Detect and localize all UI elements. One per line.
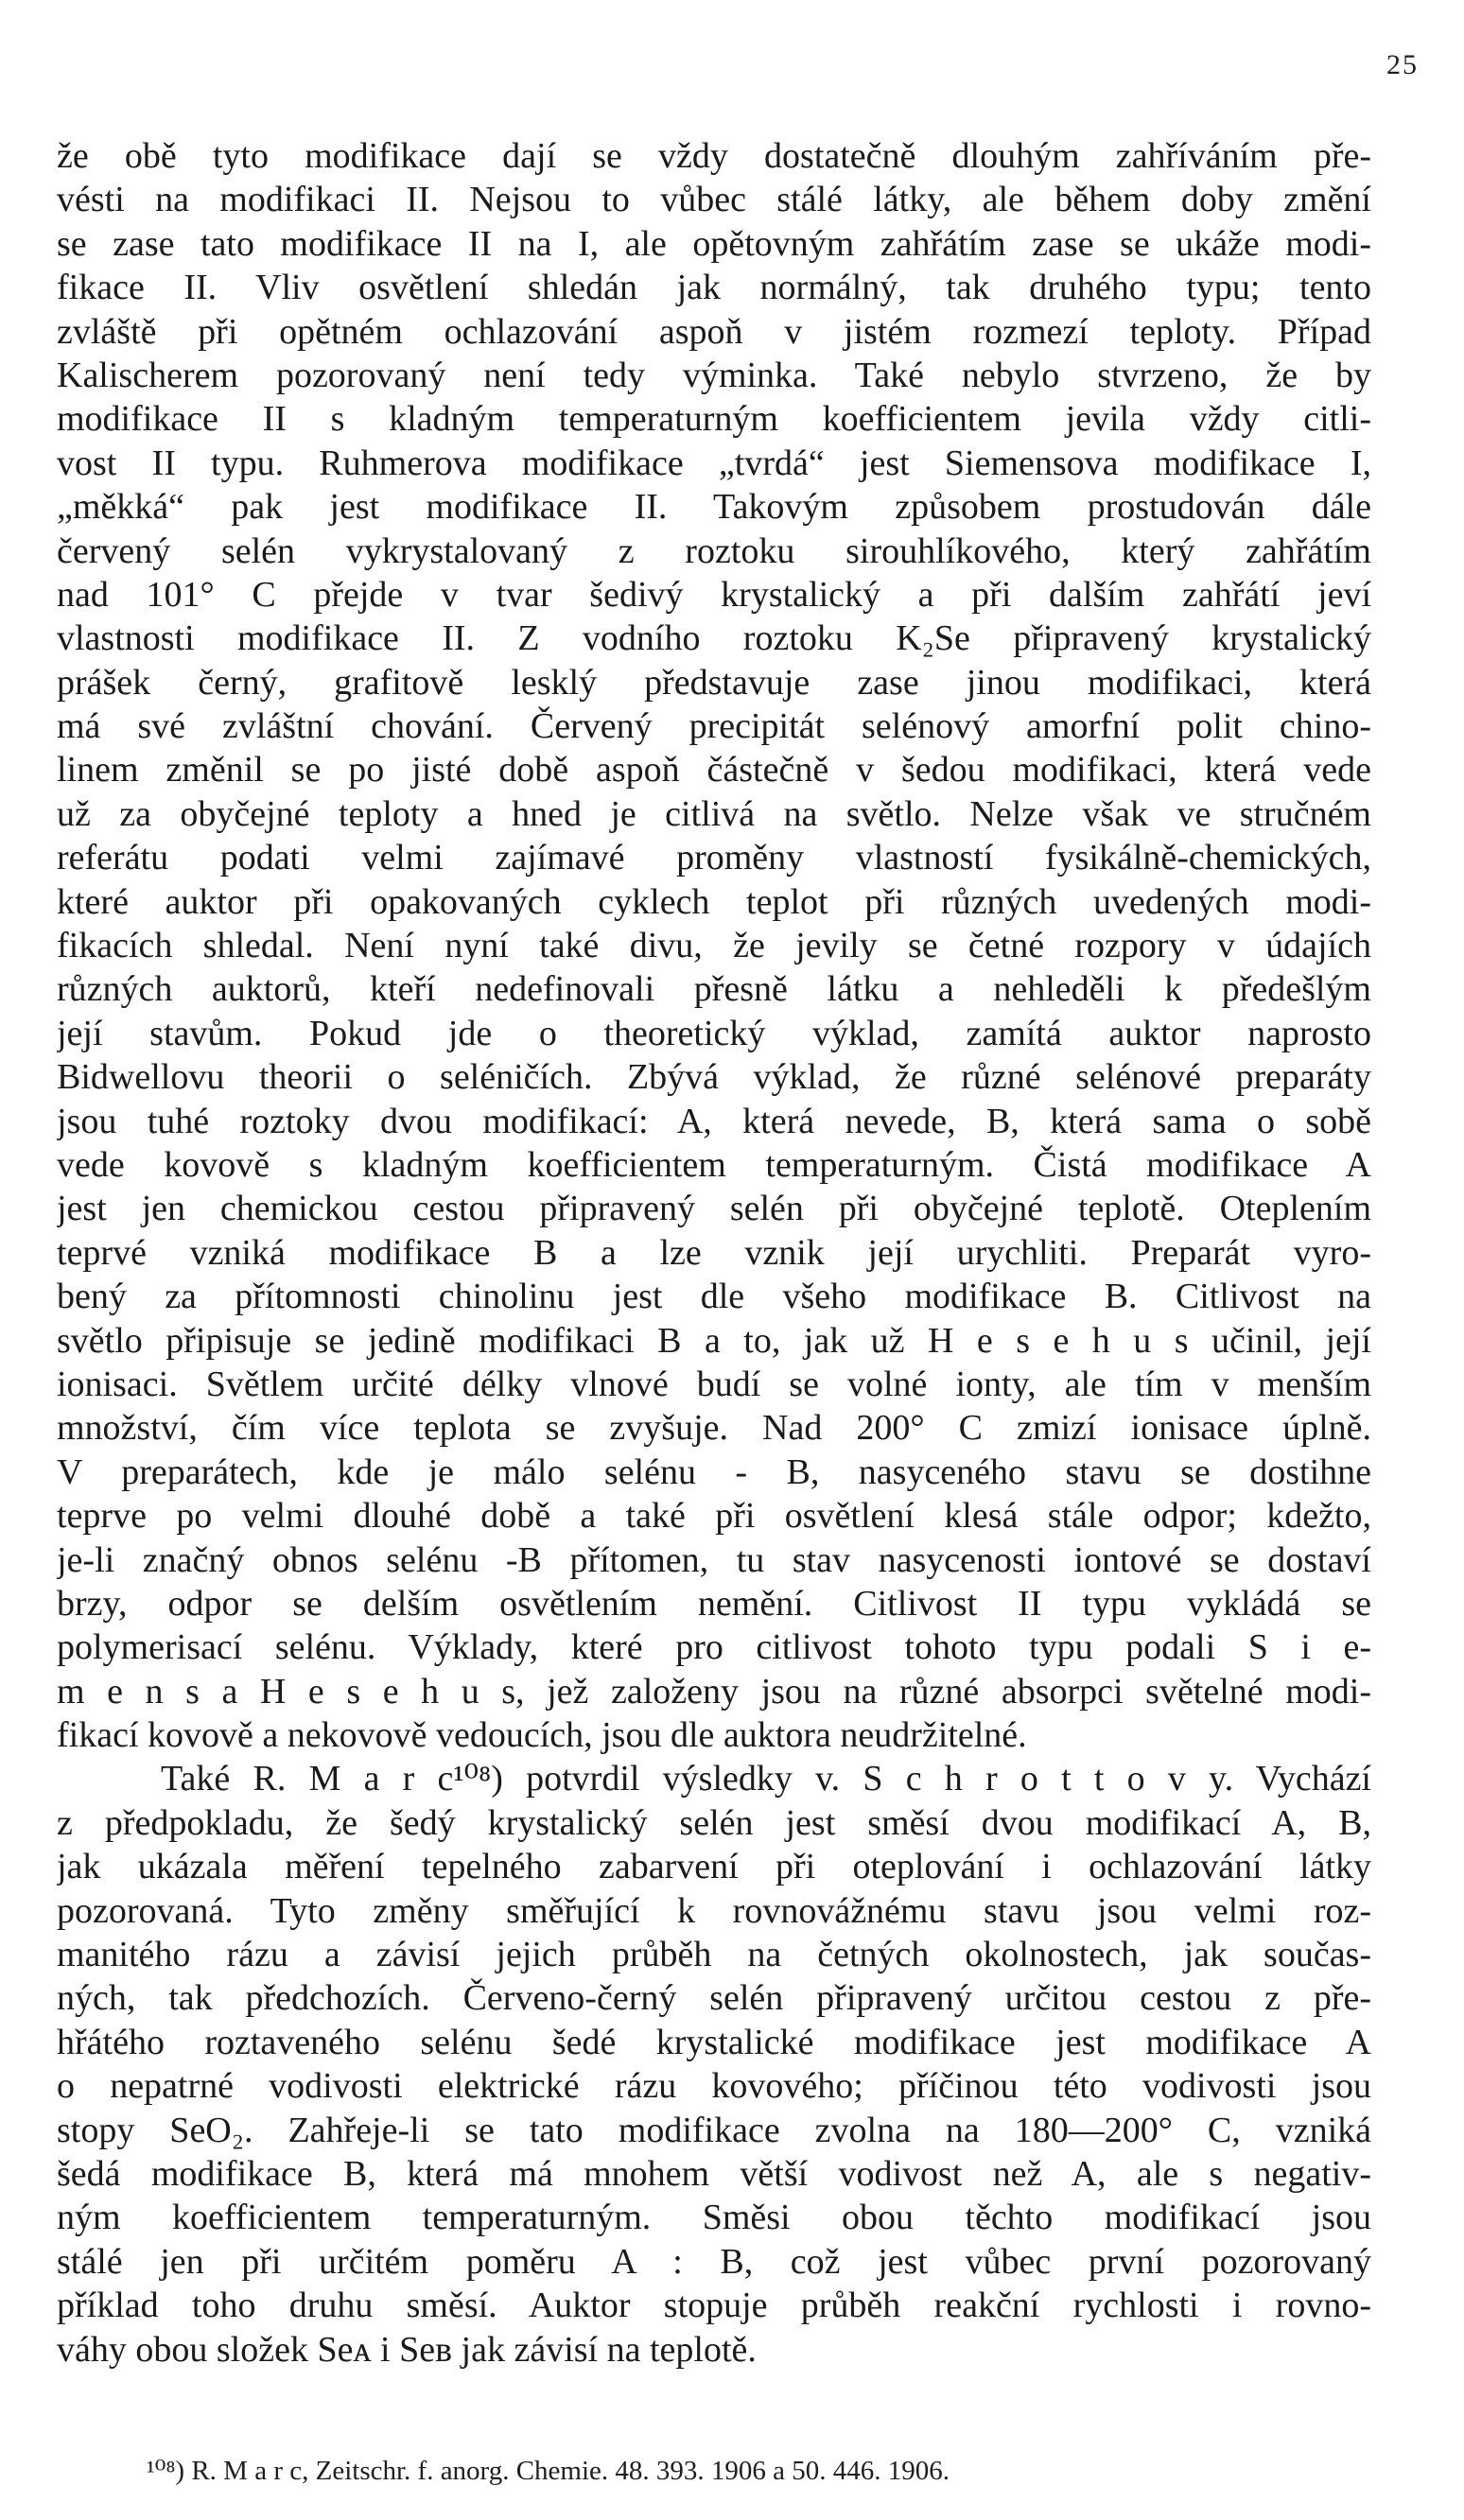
footnote: ¹⁰⁸) R. M a r c, Zeitschr. f. anorg. Chemie. 48. 393. 1906 a 50. 446. 1906. xyxy=(147,2456,950,2486)
text-line: stálé jen při určitém poměru A : B, což jest vůbec první pozorovaný xyxy=(57,2241,1371,2282)
text-line: šedá modifikace B, která má mnohem větší vodivost než A, ale s negativ- xyxy=(57,2153,1371,2194)
text-line: linem změnil se po jisté době aspoň částečně v šedou modifikaci, která vede xyxy=(57,750,1371,791)
text-line: referátu podati velmi zajímavé proměny vlastností fysikálně-chemických, xyxy=(57,838,1371,878)
text-line: ným koefficientem temperaturným. Směsi obou těchto modifikací jsou xyxy=(57,2198,1371,2238)
text-line: teprve po velmi dlouhé době a také při osvětlení klesá stále odpor; kdežto, xyxy=(57,1496,1371,1537)
text-line: m e n s a H e s e h u s, jež založeny jsou na různé absorpci světelné modi- xyxy=(57,1671,1371,1712)
text-line: má své zvláštní chování. Červený precipitát selénový amorfní polit chino- xyxy=(57,706,1371,747)
body-text xyxy=(57,134,1371,2372)
text-line: Bidwellovu theorii o seléničích. Zbývá výklad, že různé selénové preparáty xyxy=(57,1057,1371,1098)
text-line: hřátého roztaveného selénu šedé krystalické modifikace jest modifikace A xyxy=(57,2022,1371,2062)
text-line: fikacích shledal. Není nyní také divu, že jevily se četné rozpory v údajích xyxy=(57,926,1371,966)
text-line: její stavům. Pokud jde o theoretický výklad, zamítá auktor naprosto xyxy=(57,1013,1371,1053)
text-line: světlo připisuje se jedině modifikaci B a to, jak už H e s e h u s učinil, její xyxy=(57,1320,1371,1361)
text-line: vésti na modifikaci II. Nejsou to vůbec stálé látky, ale během doby změní xyxy=(57,180,1371,220)
text-line: vost II typu. Ruhmerova modifikace „tvrdá“ jest Siemensova modifikace I, xyxy=(57,443,1371,483)
text-line: stopy SeO₂. Zahřeje-li se tato modifikace zvolna na 180—200° C, vzniká xyxy=(57,2110,1371,2150)
text-line: množství, čím více teplota se zvyšuje. Nad 200° C zmizí ionisace úplně. xyxy=(57,1408,1371,1449)
text-line: fikací kovově a nekovově vedoucích, jsou dle auktora neudržitelné. xyxy=(57,1715,1027,1756)
text-line: zvláště při opětném ochlazování aspoň v jistém rozmezí teploty. Případ xyxy=(57,311,1371,352)
text-line: V preparátech, kde je málo selénu - B, nasyceného stavu se dostihne xyxy=(57,1451,1371,1492)
text-line: modifikace II s kladným temperaturným koefficientem jevila vždy citli- xyxy=(57,399,1371,440)
text-line: teprvé vzniká modifikace B a lze vznik její urychliti. Preparát vyro- xyxy=(57,1232,1371,1273)
text-line: o nepatrné vodivosti elektrické rázu kovového; příčinou této vodivosti jsou xyxy=(57,2066,1371,2107)
text-line: ných, tak předchozích. Červeno-černý selén připravený určitou cestou z pře- xyxy=(57,1978,1371,2019)
text-line: je-li značný obnos selénu -B přítomen, tu stav nasycenosti iontové se dostaví xyxy=(57,1539,1371,1580)
text-line: už za obyčejné teploty a hned je citlivá na světlo. Nelze však ve stručném xyxy=(57,793,1371,834)
text-line: polymerisací selénu. Výklady, které pro citlivost tohoto typu podali S i e- xyxy=(57,1627,1371,1668)
text-line: ionisaci. Světlem určité délky vlnové budí se volné ionty, ale tím v menším xyxy=(57,1364,1371,1404)
text-line: nad 101° C přejde v tvar šedivý krystalický a při dalším zahřátí jeví xyxy=(57,574,1371,615)
text-line: vede kovově s kladným koefficientem temperaturným. Čistá modifikace A xyxy=(57,1144,1371,1185)
text-line: pozorovaná. Tyto změny směřující k rovnovážnému stavu jsou velmi roz- xyxy=(57,1890,1371,1931)
text-line: které auktor při opakovaných cyklech teplot při různých uvedených modi- xyxy=(57,881,1371,922)
text-line: Kalischerem pozorovaný není tedy výminka. Také nebylo stvrzeno, že by xyxy=(57,355,1371,395)
text-line: váhy obou složek Seᴀ i Seв jak závisí na teplotě. xyxy=(57,2329,757,2370)
text-line: jest jen chemickou cestou připravený selén při obyčejné teplotě. Oteplením xyxy=(57,1189,1371,1229)
text-line: bený za přítomnosti chinolinu jest dle všeho modifikace B. Citlivost na xyxy=(57,1277,1371,1317)
text-line: jak ukázala měření tepelného zabarvení při oteplování i ochlazování látky xyxy=(57,1847,1371,1887)
text-line: že obě tyto modifikace dají se vždy dostatečně dlouhým zahříváním pře- xyxy=(57,136,1371,176)
text-line: fikace II. Vliv osvětlení shledán jak normálný, tak druhého typu; tento xyxy=(57,268,1371,308)
text-line: z předpokladu, že šedý krystalický selén jest směsí dvou modifikací A, B, xyxy=(57,1802,1371,1843)
text-line: se zase tato modifikace II na I, ale opětovným zahřátím zase se ukáže modi- xyxy=(57,223,1371,264)
text-line: vlastnosti modifikace II. Z vodního roztoku K₂Se připravený krystalický xyxy=(57,618,1371,659)
page-number: 25 xyxy=(1386,49,1419,80)
text-line: brzy, odpor se delším osvětlením nemění. Citlivost II typu vykládá se xyxy=(57,1583,1371,1624)
text-line: jsou tuhé roztoky dvou modifikací: A, která nevede, B, která sama o sobě xyxy=(57,1101,1371,1141)
text-line: Také R. M a r c¹⁰⁸) potvrdil výsledky v. S c h r o t t o v y. Vychází xyxy=(161,1759,1371,1799)
text-line: „měkká“ pak jest modifikace II. Takovým způsobem prostudován dále xyxy=(57,487,1371,528)
text-line: různých auktorů, kteří nedefinovali přesně látku a nehleděli k předešlým xyxy=(57,969,1371,1010)
text-line: prášek černý, grafitově lesklý představuje zase jinou modifikaci, která xyxy=(57,662,1371,703)
text-line: červený selén vykrystalovaný z roztoku sirouhlíkového, který zahřátím xyxy=(57,530,1371,571)
text-line: příklad toho druhu směsí. Auktor stopuje průběh reakční rychlosti i rovno- xyxy=(57,2285,1371,2326)
text-line: manitého rázu a závisí jejich průběh na četných okolnostech, jak součas- xyxy=(57,1935,1371,1975)
